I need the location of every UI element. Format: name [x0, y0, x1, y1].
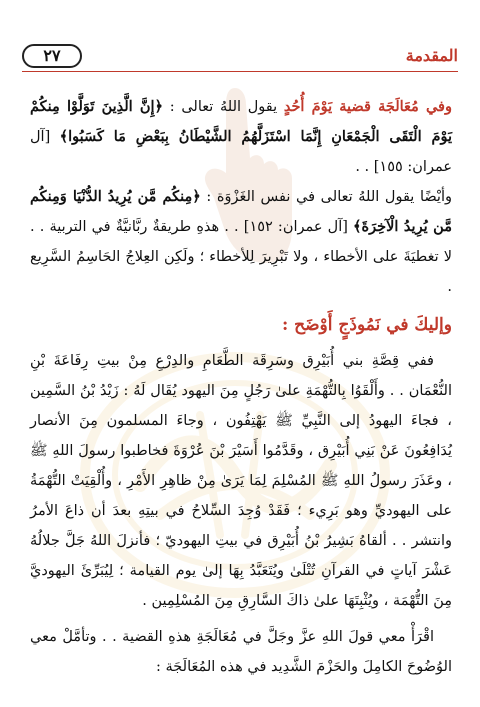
- quran-verse: ﴿مِنكُم مَّن يُرِيدُ الدُّنْيَا وَمِنكُم مَّن يُرِيدُ الْآخِرَةَ﴾: [30, 188, 452, 235]
- paragraph-intro: يقول اللهُ تعالى :: [163, 99, 284, 115]
- paragraph-intro: وأيْضًا يقول اللهُ تعالى في نفس الغَزْوَة :: [200, 189, 452, 205]
- page-body: [30, 92, 452, 682]
- paragraph-story: ففي قِصَّةِ بني أُبَيْرِق وسَرِقَة الطَّعَامِ والدِرْعِ مِنْ بيتِ رِفَاعَةَ بْنِ النُّعْمَان . . وأَلْقَوُا بِالتُّهْمَةِ علىٰ رَجُلٍ مِنَ اليهود يُقَال لَهُ : زَيْدُ بْنُ السَّمِين ، فجاءَ اليهودُ إلى النَّبِيِّ ﷺ يَهْتِفُون ، وجاءَ المسلمون مِنَ الأنصار يُدَافِعُونَ عَنْ بَنِي أُبَيْرِق ، وقَدَّمُوا أَسَيْرَ بْنَ عُرْوَةَ فخاطبوا رسولَ اللهِ ﷺ ، وعَذَرَ رسولُ اللهِ ﷺ المُسْلِمَ لِمَا يَرَىٰ مِنْ ظاهِرِ الأَمْرِ ، وأُلْقِيَتْ التُّهْمَةُ على اليهوديِّ وهو بَرِيء ؛ فَقَدْ وُجِدَ السِّلاحُ في بيتِهِ بعدَ أن ذاعَ الأمرُ وانتشر . . ألقاهُ بَشِيرُ بْنُ أُبَيْرِق في بيتِ اليهوديّ ؛ فأنزلَ اللهُ جَلَّ جلالُهُ عَشْرَ آياتٍ في القرآنِ تُتْلَىٰ ويُتَعَبَّدُ بِهَا إلىٰ يوم القيامة ؛ لِيُبَرِّئَ اليهوديَّ مِنَ التُّهْمَة ، ويُثْبِتَهَا علىٰ ذاكَ السَّارِقِ مِنَ المُسْلِمِين .: [30, 353, 452, 609]
- verse-reference: [آل عمران: ١٥٥] . .: [30, 129, 452, 175]
- paragraph-lead: وفي مُعَالَجَة قضية يَوْمَ أُحُدٍ: [283, 98, 452, 115]
- verse-reference: [آل عمران: ١٥٢] . .: [219, 219, 354, 235]
- paragraph-uhud: [30, 92, 452, 182]
- header-rule: [22, 71, 458, 72]
- paragraph-same-battle: [30, 182, 452, 302]
- page-header: [22, 44, 458, 72]
- paragraph-closing: اقْرَأْ معي قولَ اللهِ عزَّ وجَلَّ في مُعَالَجَةِ هذهِ القضية . . وتأمَّلْ معي الوُضُوحَ الكامِلَ والحَزْمَ الشَّدِيد في هذه المُعَالَجَة :: [30, 629, 452, 675]
- quran-verse: ﴿إِنَّ الَّذِينَ تَوَلَّوْا مِنكُمْ يَوْمَ الْتَقَى الْجَمْعَانِ إِنَّمَا اسْتَزَلَّهُمُ الشَّيْطَانُ بِبَعْضِ مَا كَسَبُوا﴾: [30, 98, 452, 145]
- page-number: ٢٧: [22, 44, 82, 68]
- paragraph-text: هذهِ طريقةٌ ربَّانيَّةٌ في التربية . . لا تغطيَةَ على الأخطاء ، ولا تَبْرِيرَ لِلأخطاء ؛ ولَكِن العِلاجُ الحَاسِمُ السَّرِيع .: [30, 219, 452, 295]
- section-title: المقدمة: [405, 46, 458, 65]
- subheading: وإليكَ في نَمُوذَجٍ أَوْضَح :: [281, 315, 452, 335]
